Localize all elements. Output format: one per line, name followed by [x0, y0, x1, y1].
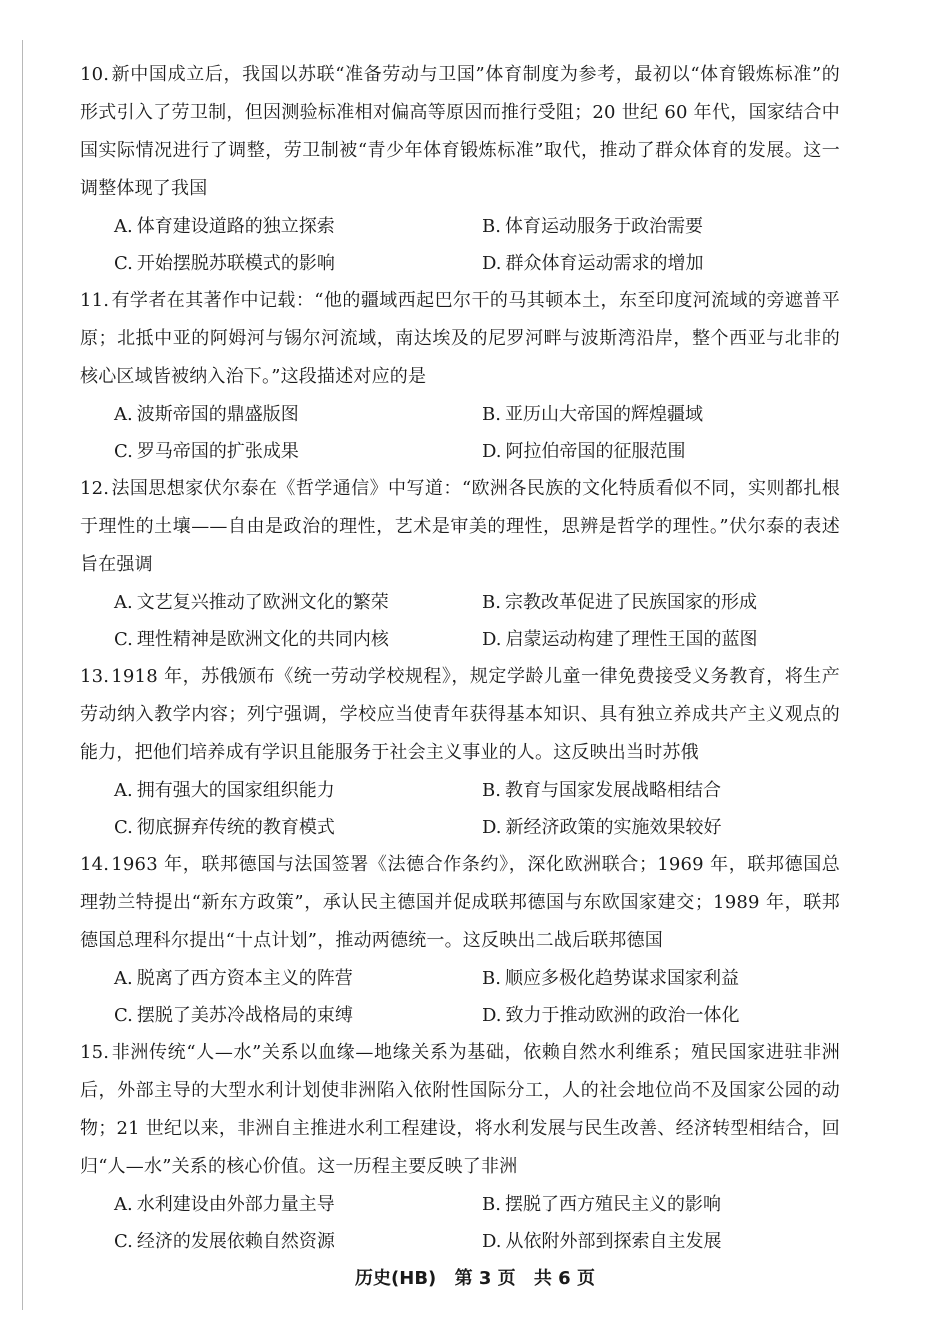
question-number: 12.: [80, 478, 110, 499]
option-letter: B.: [482, 216, 501, 237]
binding-margin-line: [22, 40, 23, 1310]
footer-page-number: 第 3 页: [454, 1268, 516, 1289]
question-number: 13.: [80, 666, 110, 687]
option-text: 亚历山大帝国的辉煌疆域: [504, 404, 703, 425]
option-text: 体育运动服务于政治需要: [504, 216, 703, 237]
option-text: 脱离了西方资本主义的阵营: [136, 968, 353, 989]
question-text: 新中国成立后，我国以苏联“准备劳动与卫国”体育制度为参考，最初以“体育锻炼标准”的形式引入了劳卫制，但因测验标准相对偏高等原因而推行受阻；20 世纪 60 年代，国家结合中国实际情况进行了调整，劳卫制被“青少年体育锻炼标准”取代，推动了群众体育的发展。这一调整体现了我国: [80, 64, 840, 199]
option-letter: C.: [114, 441, 133, 462]
option-letter: D.: [482, 253, 502, 274]
option-text: 顺应多极化趋势谋求国家利益: [504, 968, 739, 989]
option-text: 水利建设由外部力量主导: [136, 1194, 335, 1215]
question-stem: [80, 56, 840, 208]
option-c[interactable]: [114, 621, 482, 658]
option-d[interactable]: [482, 809, 862, 846]
footer-subject: 历史(HB): [355, 1268, 437, 1289]
question-12: [80, 470, 840, 658]
option-text: 罗马帝国的扩张成果: [136, 441, 299, 462]
option-letter: C.: [114, 1005, 133, 1026]
option-text: 教育与国家发展战略相结合: [504, 780, 721, 801]
option-text: 摆脱了美苏冷战格局的束缚: [136, 1005, 353, 1026]
option-text: 波斯帝国的鼎盛版图: [136, 404, 299, 425]
option-letter: C.: [114, 253, 133, 274]
option-d[interactable]: [482, 1223, 862, 1260]
question-stem: [80, 658, 840, 772]
option-d[interactable]: [482, 433, 862, 470]
question-stem: [80, 282, 840, 396]
option-text: 体育建设道路的独立探索: [136, 216, 335, 237]
option-b[interactable]: [482, 772, 862, 809]
option-letter: A.: [114, 968, 133, 989]
question-text: 1963 年，联邦德国与法国签署《法德合作条约》，深化欧洲联合；1969 年，联邦德国总理勃兰特提出“新东方政策”，承认民主德国并促成联邦德国与东欧国家建交；1989 年，联邦德国总理科尔提出“十点计划”，推动两德统一。这反映出二战后联邦德国: [80, 854, 840, 951]
option-text: 新经济政策的实施效果较好: [505, 817, 722, 838]
option-a[interactable]: [114, 584, 482, 621]
question-stem: [80, 1034, 840, 1186]
option-a[interactable]: [114, 208, 482, 245]
footer-total-pages: 共 6 页: [533, 1268, 595, 1289]
option-letter: B.: [482, 780, 501, 801]
question-number: 14.: [80, 854, 110, 875]
option-text: 开始摆脱苏联模式的影响: [136, 253, 335, 274]
option-letter: A.: [114, 404, 133, 425]
question-text: 法国思想家伏尔泰在《哲学通信》中写道：“欧洲各民族的文化特质看似不同，实则都扎根于理性的土壤——自由是政治的理性，艺术是审美的理性，思辨是哲学的理性。”伏尔泰的表述旨在强调: [80, 478, 840, 575]
option-text: 经济的发展依赖自然资源: [136, 1231, 335, 1252]
option-list: [80, 208, 840, 282]
option-text: 拥有强大的国家组织能力: [136, 780, 335, 801]
page-footer: [0, 1264, 950, 1290]
option-c[interactable]: [114, 433, 482, 470]
option-b[interactable]: [482, 1186, 862, 1223]
option-letter: B.: [482, 404, 501, 425]
option-d[interactable]: [482, 621, 862, 658]
option-a[interactable]: [114, 1186, 482, 1223]
option-letter: A.: [114, 592, 133, 613]
option-letter: A.: [114, 216, 133, 237]
option-b[interactable]: [482, 396, 862, 433]
option-list: [80, 1186, 840, 1260]
option-text: 彻底摒弃传统的教育模式: [136, 817, 335, 838]
option-list: [80, 772, 840, 846]
option-letter: C.: [114, 1231, 133, 1252]
option-letter: D.: [482, 441, 502, 462]
option-text: 理性精神是欧洲文化的共同内核: [136, 629, 389, 650]
question-text: 1918 年，苏俄颁布《统一劳动学校规程》，规定学龄儿童一律免费接受义务教育，将生产劳动纳入教学内容；列宁强调，学校应当使青年获得基本知识、具有独立养成共产主义观点的能力，把他们培养成有学识且能服务于社会主义事业的人。这反映出当时苏俄: [80, 666, 840, 763]
option-letter: C.: [114, 817, 133, 838]
question-text: 有学者在其著作中记载：“他的疆域西起巴尔干的马其顿本土，东至印度河流域的旁遮普平原；北抵中亚的阿姆河与锡尔河流域，南达埃及的尼罗河畔与波斯湾沿岸，整个西亚与北非的核心区域皆被纳入治下。”这段描述对应的是: [80, 290, 840, 387]
option-text: 致力于推动欧洲的政治一体化: [505, 1005, 740, 1026]
question-number: 10.: [80, 64, 110, 85]
option-list: [80, 396, 840, 470]
option-d[interactable]: [482, 245, 862, 282]
question-10: [80, 56, 840, 282]
question-text: 非洲传统“人—水”关系以血缘—地缘关系为基础，依赖自然水利维系；殖民国家进驻非洲后，外部主导的大型水利计划使非洲陷入依附性国际分工，人的社会地位尚不及国家公园的动物；21 世纪以来，非洲自主推进水利工程建设，将水利发展与民生改善、经济转型相结合，回归“人—水”关系的核心价值。这一历程主要反映了非洲: [80, 1042, 840, 1177]
option-text: 摆脱了西方殖民主义的影响: [504, 1194, 721, 1215]
question-13: [80, 658, 840, 846]
option-c[interactable]: [114, 997, 482, 1034]
option-text: 文艺复兴推动了欧洲文化的繁荣: [136, 592, 389, 613]
option-b[interactable]: [482, 960, 862, 997]
question-14: [80, 846, 840, 1034]
exam-page: [80, 56, 840, 1260]
option-text: 群众体育运动需求的增加: [505, 253, 704, 274]
question-stem: [80, 470, 840, 584]
option-letter: B.: [482, 968, 501, 989]
option-c[interactable]: [114, 809, 482, 846]
option-letter: C.: [114, 629, 133, 650]
question-11: [80, 282, 840, 470]
option-c[interactable]: [114, 245, 482, 282]
option-letter: D.: [482, 1005, 502, 1026]
option-letter: B.: [482, 592, 501, 613]
option-letter: A.: [114, 1194, 133, 1215]
option-d[interactable]: [482, 997, 862, 1034]
option-a[interactable]: [114, 396, 482, 433]
question-stem: [80, 846, 840, 960]
option-letter: B.: [482, 1194, 501, 1215]
option-text: 启蒙运动构建了理性王国的蓝图: [505, 629, 758, 650]
option-a[interactable]: [114, 960, 482, 997]
option-letter: D.: [482, 629, 502, 650]
option-letter: A.: [114, 780, 133, 801]
option-list: [80, 584, 840, 658]
option-b[interactable]: [482, 208, 862, 245]
option-a[interactable]: [114, 772, 482, 809]
option-letter: D.: [482, 817, 502, 838]
option-list: [80, 960, 840, 1034]
question-number: 11.: [80, 290, 110, 311]
question-15: [80, 1034, 840, 1260]
option-letter: D.: [482, 1231, 502, 1252]
option-c[interactable]: [114, 1223, 482, 1260]
option-text: 宗教改革促进了民族国家的形成: [504, 592, 757, 613]
option-text: 阿拉伯帝国的征服范围: [505, 441, 686, 462]
option-text: 从依附外部到探索自主发展: [505, 1231, 722, 1252]
question-number: 15.: [80, 1042, 110, 1063]
option-b[interactable]: [482, 584, 862, 621]
